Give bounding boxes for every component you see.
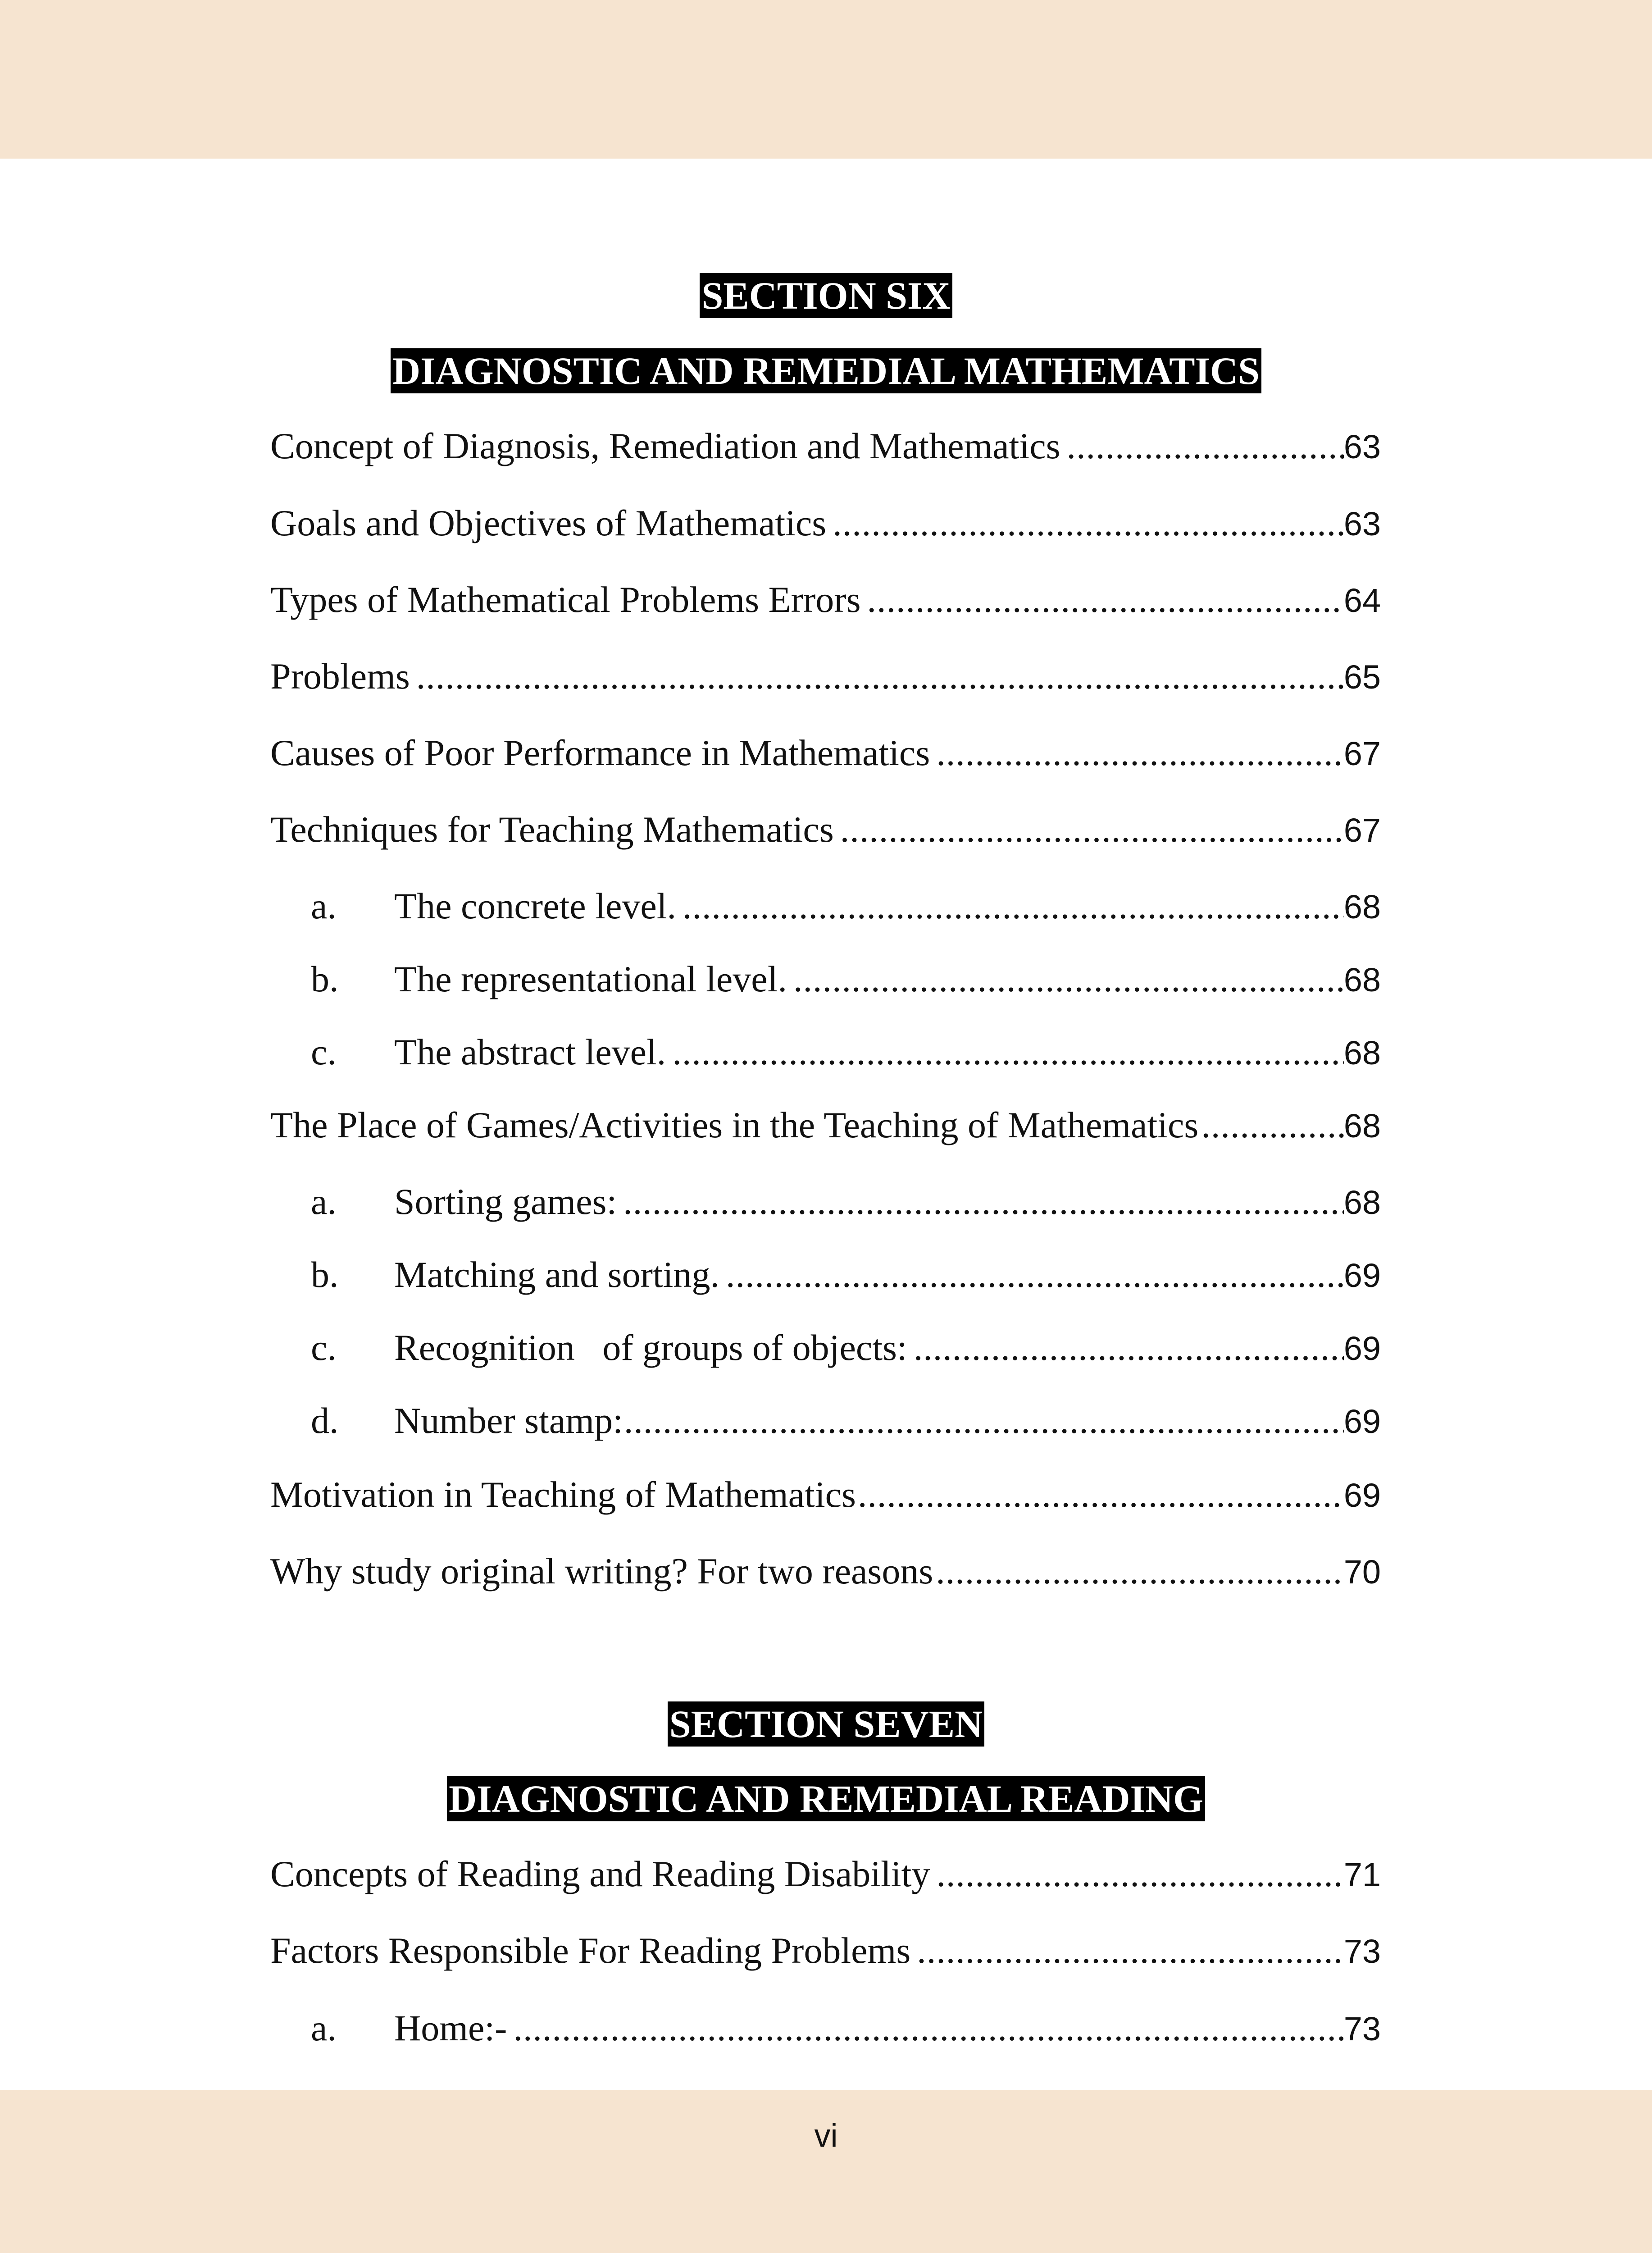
toc-entry-title: Concepts of Reading and Reading Disability (270, 1853, 930, 1894)
toc-entry-title: Recognition of groups of objects: (394, 1327, 907, 1368)
toc-entry-page: 68 (1343, 1034, 1381, 1072)
toc-entry-marker: a. (311, 2007, 337, 2048)
dot-leader (1067, 421, 1344, 471)
section-seven-title: DIAGNOSTIC AND REMEDIAL READING (0, 1777, 1652, 1820)
toc-entry[interactable] (270, 575, 1381, 625)
dot-leader (416, 652, 1344, 701)
dot-leader (623, 1177, 1343, 1227)
toc-entry-page: 64 (1343, 582, 1381, 619)
toc-entry-page: 71 (1343, 1856, 1381, 1893)
toc-entry-title: Techniques for Teaching Mathematics (270, 809, 834, 850)
toc-entry[interactable] (270, 1849, 1381, 1899)
section-seven-label: SECTION SEVEN (0, 1702, 1652, 1746)
toc-entry-title: The concrete level. (394, 885, 677, 926)
toc-entry-page: 67 (1343, 735, 1381, 772)
header-band (0, 0, 1652, 159)
toc-subentry[interactable] (311, 1396, 1381, 1446)
toc-entry[interactable] (270, 728, 1381, 778)
toc-entry-page: 65 (1343, 658, 1381, 696)
dot-leader (858, 1470, 1344, 1519)
toc-entry-marker: a. (311, 1181, 337, 1222)
toc-entry[interactable] (270, 1470, 1381, 1519)
toc-entry-title: Problems (270, 656, 410, 697)
toc-entry-title: The abstract level. (394, 1031, 666, 1072)
toc-entry-page: 69 (1343, 1477, 1381, 1514)
dot-leader (867, 575, 1343, 625)
toc-subentry[interactable] (311, 1177, 1381, 1227)
dot-leader (513, 2003, 1343, 2053)
toc-entry-title: Concept of Diagnosis, Remediation and Mathematics (270, 425, 1060, 466)
toc-entry-title: Goals and Objectives of Mathematics (270, 502, 827, 543)
toc-entry[interactable] (270, 1926, 1381, 1975)
toc-entry-page: 68 (1343, 888, 1381, 926)
dot-leader (624, 1396, 1344, 1446)
section-six-title: DIAGNOSTIC AND REMEDIAL MATHEMATICS (0, 349, 1652, 392)
toc-subentry[interactable] (311, 1027, 1381, 1077)
toc-subentry[interactable] (311, 2003, 1381, 2053)
dot-leader (1201, 1100, 1343, 1150)
toc-entry-title: Types of Mathematical Problems Errors (270, 579, 861, 620)
dot-leader (936, 1849, 1343, 1899)
toc-entry[interactable] (270, 1546, 1381, 1596)
toc-subentry[interactable] (311, 881, 1381, 931)
section-six-label: SECTION SIX (0, 274, 1652, 317)
toc-entry-page: 68 (1343, 1184, 1381, 1221)
toc-entry[interactable] (270, 421, 1381, 471)
toc-entry-page: 69 (1343, 1403, 1381, 1440)
toc-entry-title: Home:- (394, 2007, 507, 2048)
toc-subentry[interactable] (311, 1250, 1381, 1300)
toc-entry-marker: b. (311, 958, 339, 999)
toc-entry-page: 69 (1343, 1257, 1381, 1294)
page-number: vi (814, 2118, 838, 2154)
toc-entry-title: Why study original writing? For two reasons (270, 1551, 933, 1592)
dot-leader (917, 1926, 1343, 1975)
toc-entry[interactable] (270, 1100, 1381, 1150)
toc-entry-page: 70 (1343, 1553, 1381, 1591)
dot-leader (914, 1323, 1344, 1373)
dot-leader (936, 728, 1343, 778)
dot-leader (833, 498, 1343, 548)
toc-entry-page: 68 (1343, 961, 1381, 999)
toc-entry-title: Sorting games: (394, 1181, 617, 1222)
toc-entry-page: 73 (1343, 2010, 1381, 2048)
dot-leader (936, 1546, 1343, 1596)
toc-entry-marker: b. (311, 1254, 339, 1295)
dot-leader (672, 1027, 1343, 1077)
toc-entry-title: Causes of Poor Performance in Mathematics (270, 732, 930, 773)
toc-entry-page: 68 (1343, 1107, 1381, 1145)
toc-entry-marker: a. (311, 885, 337, 926)
toc-entry[interactable] (270, 805, 1381, 854)
dot-leader (840, 805, 1344, 854)
toc-entry-page: 67 (1343, 812, 1381, 849)
toc-entry-title: Factors Responsible For Reading Problems (270, 1930, 911, 1971)
toc-entry-page: 63 (1343, 428, 1381, 465)
dot-leader (726, 1250, 1344, 1300)
toc-subentry[interactable] (311, 1323, 1381, 1373)
dot-leader (793, 954, 1344, 1004)
toc-entry-title: Motivation in Teaching of Mathematics (270, 1474, 856, 1515)
toc-entry[interactable] (270, 652, 1381, 701)
toc-entry-page: 73 (1343, 1933, 1381, 1970)
toc-entry-title: The Place of Games/Activities in the Teaching of Mathematics (270, 1104, 1199, 1145)
toc-entry-title: Matching and sorting. (394, 1254, 719, 1295)
toc-entry-page: 63 (1343, 505, 1381, 543)
toc-entry-marker: d. (311, 1400, 339, 1441)
toc-entry-marker: c. (311, 1031, 337, 1072)
toc-entry-page: 69 (1343, 1330, 1381, 1367)
toc-subentry[interactable] (311, 954, 1381, 1004)
dot-leader (683, 881, 1344, 931)
toc-entry-title: The representational level. (394, 958, 787, 999)
toc-entry-title: Number stamp: (394, 1400, 623, 1441)
toc-entry-marker: c. (311, 1327, 337, 1368)
toc-entry[interactable] (270, 498, 1381, 548)
